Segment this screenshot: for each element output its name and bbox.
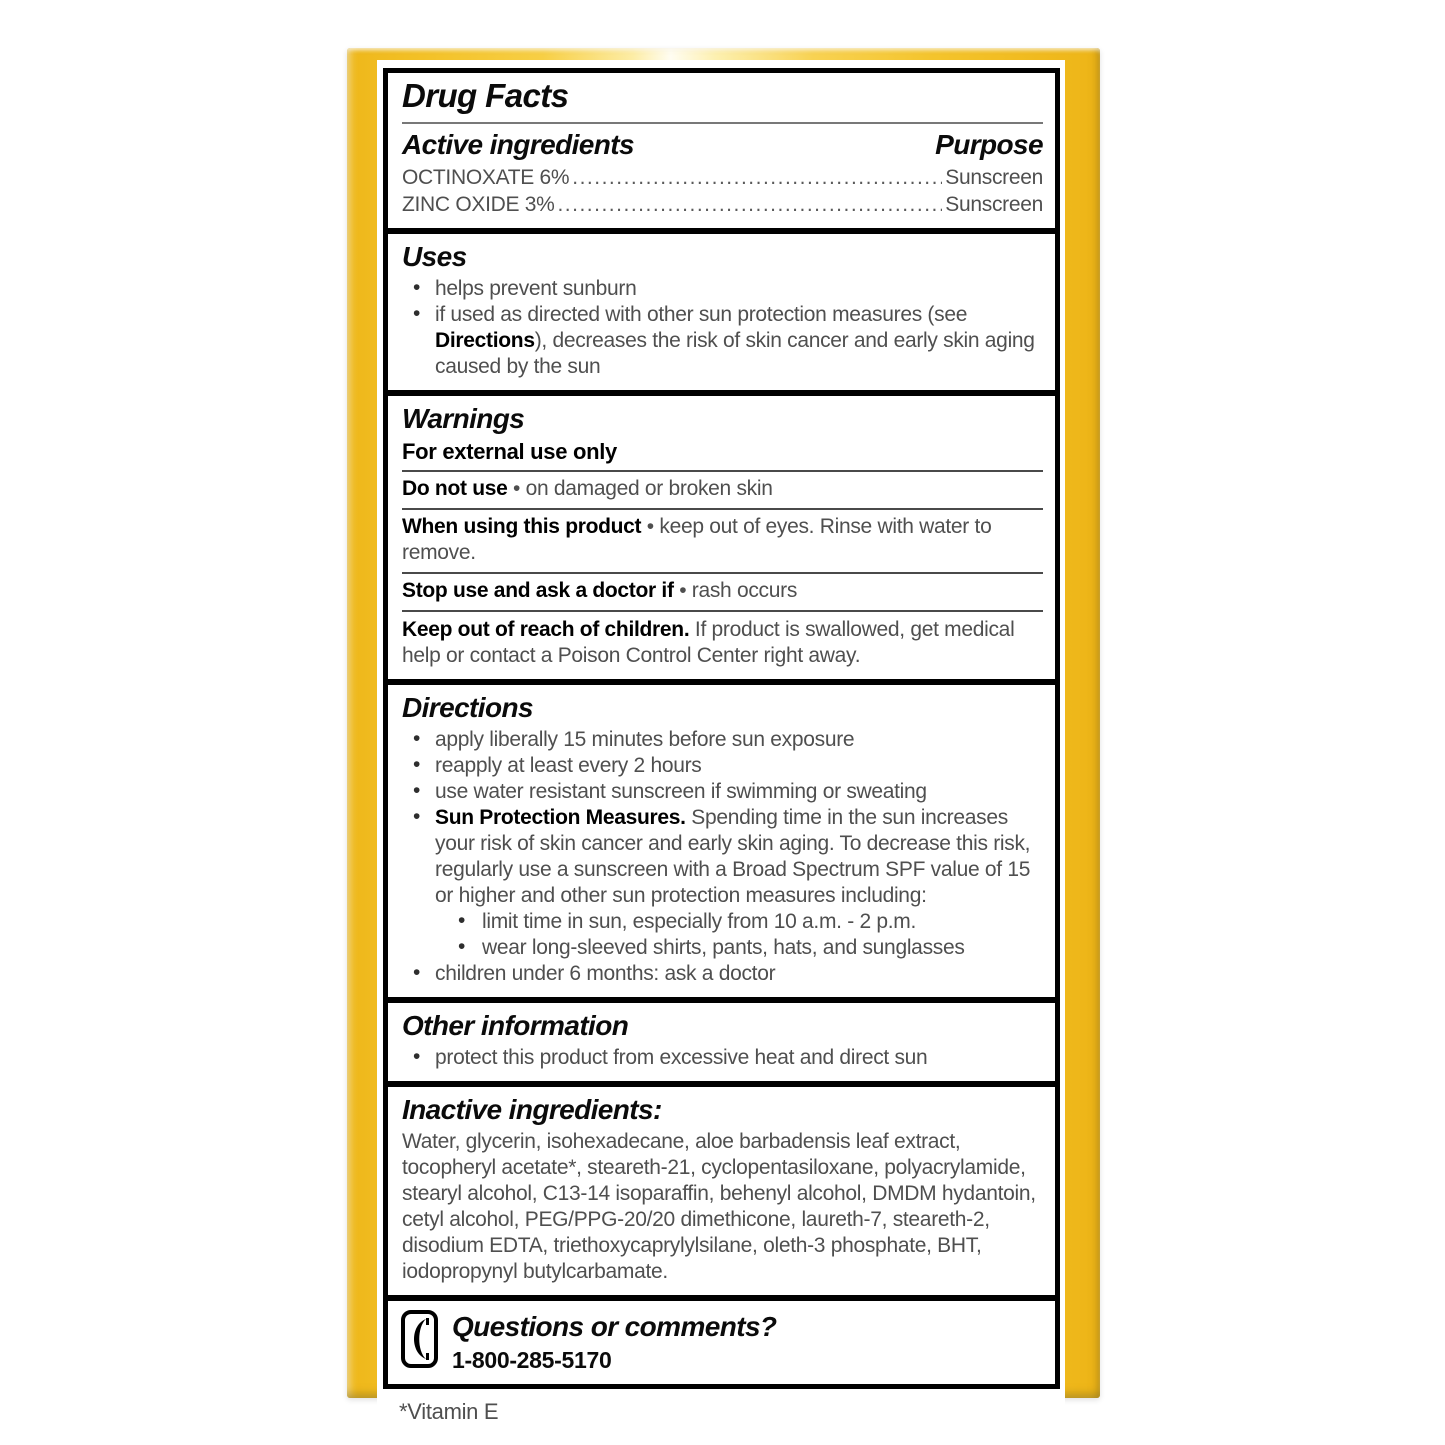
active-ingredients-header-row xyxy=(402,127,1043,164)
section-uses xyxy=(388,228,1055,390)
drug-facts-box xyxy=(383,68,1060,1389)
directions-bullet: • reapply at least every 2 hours xyxy=(402,753,1043,779)
phone-icon xyxy=(400,1309,440,1374)
section-warnings xyxy=(388,390,1055,679)
active-ingredients-heading: Active ingredients xyxy=(402,128,634,160)
title-divider xyxy=(402,122,1043,124)
vitamin-e-footnote: *Vitamin E xyxy=(399,1399,499,1425)
directions-bullet: • children under 6 months: ask a doctor xyxy=(402,961,1043,987)
ingredient-purpose: Sunscreen xyxy=(945,192,1043,216)
dot-leader xyxy=(572,164,942,191)
drug-facts-title: Drug Facts xyxy=(402,77,569,114)
directions-ref: Directions xyxy=(435,329,535,353)
warnings-heading: Warnings xyxy=(402,403,525,435)
ingredient-purpose: Sunscreen xyxy=(945,165,1043,189)
directions-sub-bullet: • wear long-sleeved shirts, pants, hats, and sunglasses xyxy=(402,935,1043,961)
active-ingredient-row xyxy=(402,191,1043,218)
active-ingredient-row xyxy=(402,164,1043,191)
purpose-heading: Purpose xyxy=(935,128,1043,160)
directions-bullet-sun-protection: • Sun Protection Measures. Spending time in the sun increases your risk of skin cancer and early skin aging. To decrease this risk, regularly use a sunscreen with a Broad Spectrum SPF value of 15 or higher and other sun protection measures including: xyxy=(402,805,1043,909)
section-questions-comments xyxy=(388,1295,1055,1384)
ingredient-name: ZINC OXIDE 3% xyxy=(402,192,555,216)
dot-leader xyxy=(557,191,942,218)
external-use-line: For external use only xyxy=(402,438,1043,472)
directions-heading: Directions xyxy=(402,692,533,724)
ingredient-name: OCTINOXATE 6% xyxy=(402,165,570,189)
directions-bullet: • use water resistant sunscreen if swimming or sweating xyxy=(402,779,1043,805)
section-other-information xyxy=(388,997,1055,1081)
section-inactive-ingredients xyxy=(388,1081,1055,1295)
uses-bullet: • if used as directed with other sun protection measures (see Directions), decreases the risk of skin cancer and early skin aging caused by the sun xyxy=(402,302,1043,380)
package-back-panel xyxy=(347,48,1100,1425)
uses-heading: Uses xyxy=(402,240,467,272)
other-information-bullet: • protect this product from excessive heat and direct sun xyxy=(402,1045,1043,1071)
warning-row: Do not use • on damaged or broken skin xyxy=(402,472,1043,510)
warning-row: When using this product • keep out of eyes. Rinse with water to remove. xyxy=(402,510,1043,574)
keep-out-of-reach: Keep out of reach of children. If product is swallowed, get medical help or contact a Poison Control Center right away. xyxy=(402,618,1015,668)
inactive-ingredients-text: Water, glycerin, isohexadecane, aloe barbadensis leaf extract, tocopheryl acetate*, steareth-21, cyclopentasiloxane, polyacrylamide, stearyl alcohol, C13-14 isoparaffin, behenyl alcohol, DMDM hydantoin, cetyl alcohol, PEG/PPG-20/20 dimethicone, laureth-7, steareth-2, disodium EDTA, triethoxycaprylylsilane, oleth-3 phosphate, BHT, iodopropynyl butylcarbamate. xyxy=(402,1130,1036,1284)
label-white-panel xyxy=(377,60,1065,1441)
section-directions xyxy=(388,679,1055,997)
directions-bullet: • apply liberally 15 minutes before sun exposure xyxy=(402,727,1043,753)
warning-row: Stop use and ask a doctor if • rash occurs xyxy=(402,574,1043,612)
questions-heading: Questions or comments? xyxy=(452,1311,777,1343)
other-information-heading: Other information xyxy=(402,1010,629,1042)
phone-number: 1-800-285-5170 xyxy=(452,1347,612,1374)
inactive-ingredients-heading: Inactive ingredients: xyxy=(402,1094,662,1126)
section-active-ingredients xyxy=(388,73,1055,228)
uses-bullet: • helps prevent sunburn xyxy=(402,276,1043,302)
directions-sub-bullet: • limit time in sun, especially from 10 a.m. - 2 p.m. xyxy=(402,909,1043,935)
